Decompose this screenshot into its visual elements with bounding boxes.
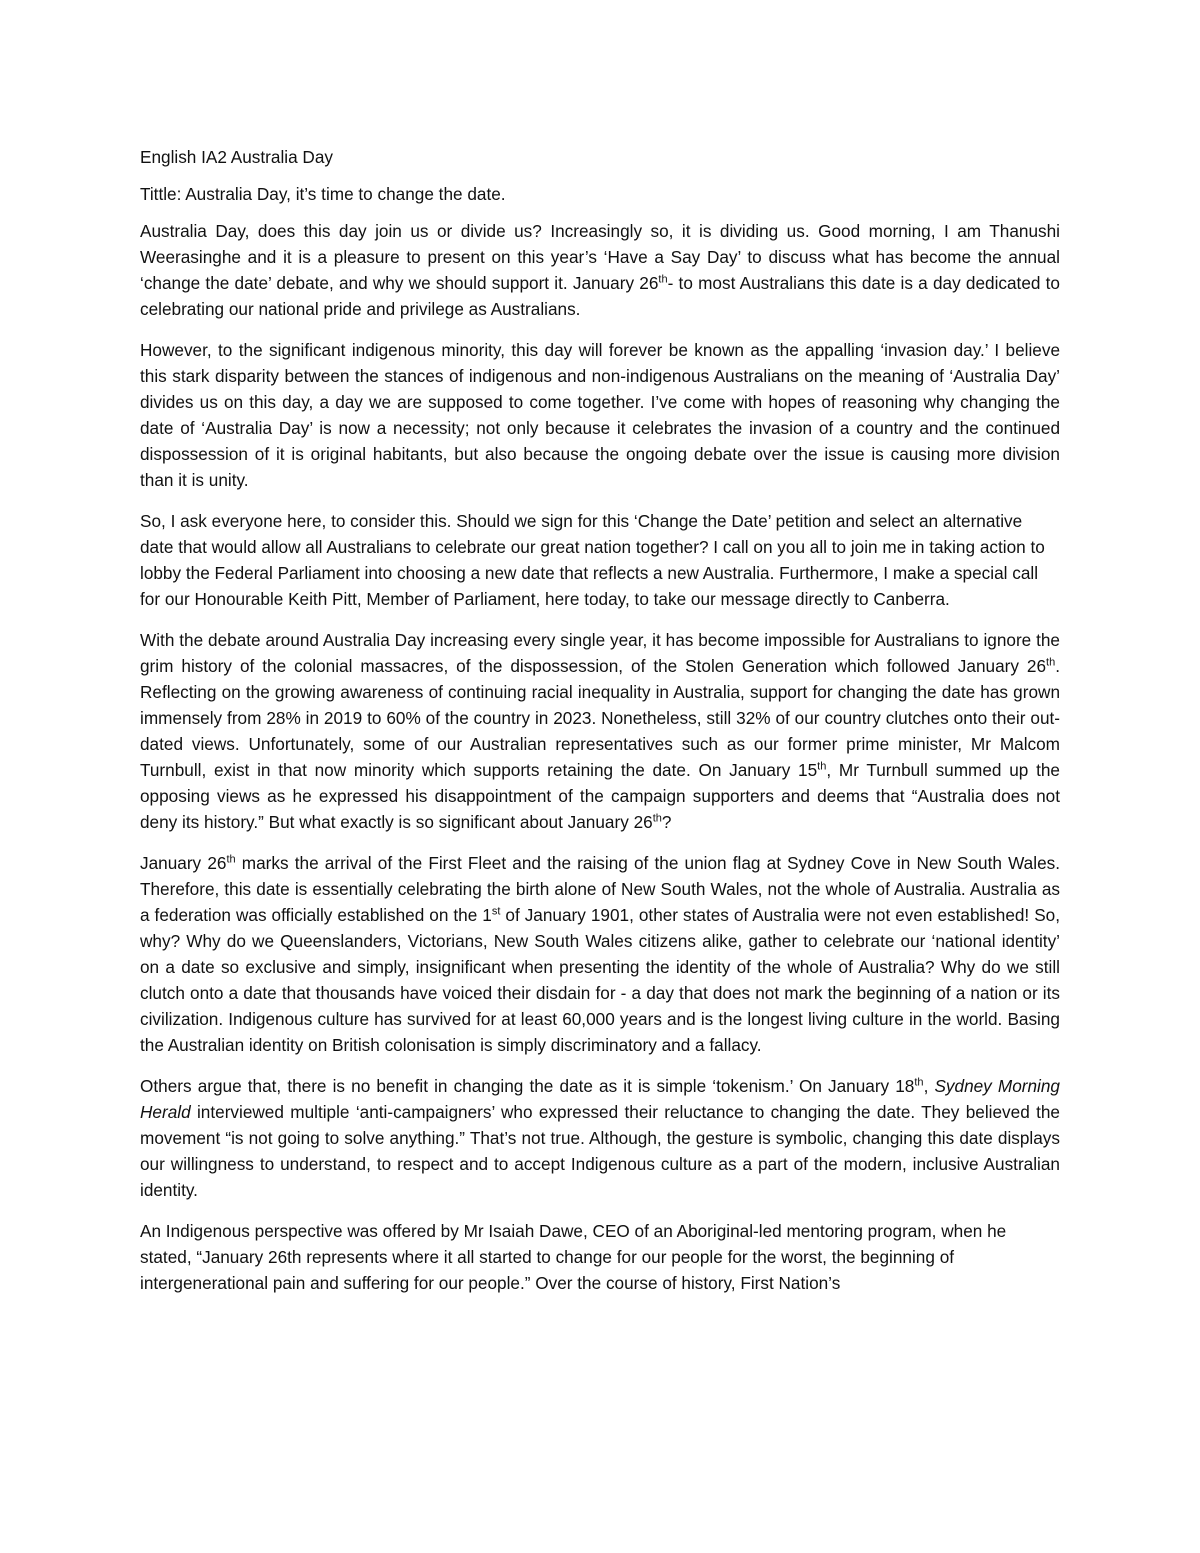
publication-name: Sydney Morning Herald: [140, 1076, 1060, 1122]
document-page: [140, 144, 1060, 1311]
paragraph-first-fleet: [140, 850, 1060, 1058]
paragraph-text: of January 1901, other states of Australia were not even established! So, why? Why do we Queenslanders, Victorians, New South Wales citizens alike, gather to celebrate our ‘national identity’ on a date so exclusive and simply, insignificant when presenting the identity of the whole of Australia? Why do we still clutch onto a date that thousands have voiced their disdain for - a day that does not mark the beginning of a nation or its civilization. Indigenous culture has survived for at least 60,000 years and is the longest living culture in the world. Basing the Australian identity on British colonisation is simply discriminatory and a fallacy.: [140, 905, 1060, 1055]
superscript-ordinal: th: [652, 812, 662, 825]
paragraph-text: ?: [661, 812, 672, 832]
superscript-ordinal: th: [658, 273, 668, 286]
paragraph-text: marks the arrival of the First Fleet and the raising of the union flag at Sydney Cove in New South Wales. Therefore, this date is essentially celebrating the birth alone of New South Wales, not the whole of Australia. Australia as a federation was officially established on the 1: [140, 853, 1060, 925]
paragraph-text: . Reflecting on the growing awareness of continuing racial inequality in Australia, support for changing the date has grown immensely from 28% in 2019 to 60% of the country in 2023. Nonetheless, still 32% of our country clutches onto their out-dated views. Unfortunately, some of our Australian representatives such as our former prime minister, Mr Malcom Turnbull, exist in that now minority which supports retaining the date. On January 15: [140, 656, 1060, 780]
paragraph-text: Australia Day, does this day join us or divide us? Increasingly so, it is dividing us. Good morning, I am Thanushi Weerasinghe and it is a pleasure to present on this year’s ‘Have a Say Day’ to discuss what has become the annual ‘change the date’ debate, and why we should support it. January 26: [140, 221, 1060, 293]
paragraph-text: ,: [923, 1076, 935, 1096]
paragraph-text: So, I ask everyone here, to consider this. Should we sign for this ‘Change the Date’ petition and select an alternative date that would allow all Australians to celebrate our great nation together? I call on you all to join me in taking action to lobby the Federal Parliament into choosing a new date that reflects a new Australia. Furthermore, I make a special call for our Honourable Keith Pitt, Member of Parliament, here today, to take our message directly to Canberra.: [140, 511, 1045, 609]
paragraph-counterargument: [140, 1073, 1060, 1203]
superscript-ordinal: th: [914, 1076, 924, 1089]
paragraph-text: interviewed multiple ‘anti-campaigners’ who expressed their reluctance to changing the date. They believed the movement “is not going to solve anything.” That’s not true. Although, the gesture is symbolic, changing this date displays our willingness to understand, to respect and to accept Indigenous culture as a part of the modern, inclusive Australian identity.: [140, 1102, 1060, 1200]
superscript-ordinal: th: [817, 760, 827, 773]
paragraph-text: , Mr Turnbull summed up the opposing views as he expressed his disappointment of the campaign supporters and deems that “Australia does not deny its history.” But what exactly is so significant about January 26: [140, 760, 1060, 832]
paragraph-indigenous-perspective: [140, 1218, 1060, 1296]
paragraph-debate-history: [140, 627, 1060, 835]
document-heading: English IA2 Australia Day: [140, 147, 333, 167]
paragraph-text: An Indigenous perspective was offered by Mr Isaiah Dawe, CEO of an Aboriginal-led mentoring program, when he stated, “January 26th represents where it all started to change for our people for the worst, the beginning of intergenerational pain and suffering for our people.” Over the course of history, First Nation’s: [140, 1221, 1007, 1293]
paragraph-text: With the debate around Australia Day increasing every single year, it has become impossible for Australians to ignore the grim history of the colonial massacres, of the dispossession, of the Stolen Generation which followed January 26: [140, 630, 1060, 676]
paragraph-thesis: [140, 337, 1060, 493]
superscript-ordinal: th: [226, 853, 236, 866]
superscript-ordinal: th: [1046, 656, 1056, 669]
paragraph-text: Others argue that, there is no benefit in changing the date as it is simple ‘tokenism.’ On January 18: [140, 1076, 915, 1096]
paragraph-text: January 26: [140, 853, 227, 873]
paragraph-text: However, to the significant indigenous minority, this day will forever be known as the appalling ‘invasion day.’ I believe this stark disparity between the stances of indigenous and non-indigenous Australians on the meaning of ‘Australia Day’ divides us on this day, a day we are supposed to come together. I’ve come with hopes of reasoning why changing the date of ‘Australia Day’ is now a necessity; not only because it celebrates the invasion of a country and the continued dispossession of it is original habitants, but also because the ongoing debate over the issue is causing more division than it is unity.: [140, 340, 1060, 490]
speech-title: Tittle: Australia Day, it’s time to change the date.: [140, 184, 506, 204]
superscript-ordinal: st: [491, 905, 501, 918]
paragraph-introduction: [140, 218, 1060, 322]
paragraph-text: - to most Australians this date is a day dedicated to celebrating our national pride and privilege as Australians.: [140, 273, 1060, 319]
paragraph-call-to-action: [140, 508, 1060, 612]
